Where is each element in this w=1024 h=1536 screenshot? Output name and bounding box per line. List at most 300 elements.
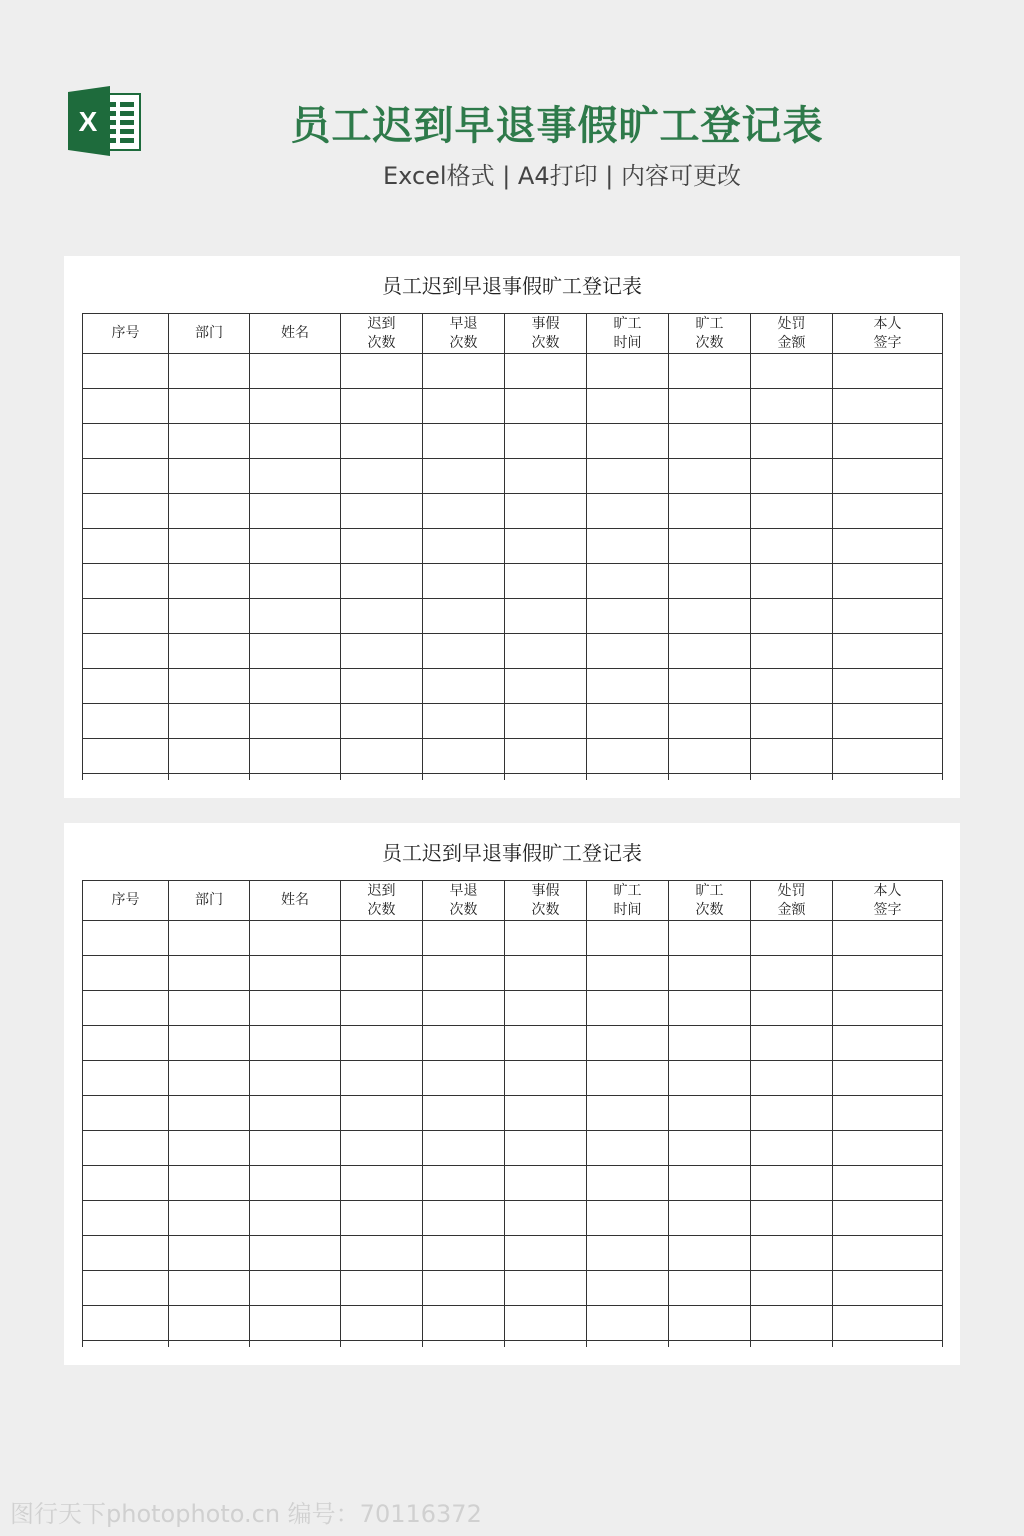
table-cell[interactable] bbox=[341, 991, 423, 1026]
table-cell[interactable] bbox=[423, 1306, 505, 1341]
table-cell[interactable] bbox=[341, 494, 423, 529]
table-cell[interactable] bbox=[751, 739, 833, 774]
table-cell[interactable] bbox=[751, 991, 833, 1026]
table-cell[interactable] bbox=[669, 389, 751, 424]
table-cell[interactable] bbox=[669, 529, 751, 564]
table-cell[interactable] bbox=[169, 669, 250, 704]
table-cell[interactable] bbox=[341, 599, 423, 634]
table-cell[interactable] bbox=[250, 389, 341, 424]
column-header: 序号 bbox=[83, 881, 169, 921]
table-cell[interactable] bbox=[341, 1096, 423, 1131]
table-cell[interactable] bbox=[505, 921, 587, 956]
table-cell[interactable] bbox=[83, 494, 169, 529]
table-cell[interactable] bbox=[505, 669, 587, 704]
table-cell[interactable] bbox=[250, 704, 341, 739]
table-cell bbox=[587, 1341, 669, 1348]
table-cell[interactable] bbox=[250, 529, 341, 564]
table-cell[interactable] bbox=[250, 634, 341, 669]
table-cell[interactable] bbox=[341, 921, 423, 956]
table-cell[interactable] bbox=[505, 739, 587, 774]
table-cell[interactable] bbox=[833, 921, 943, 956]
table-cell[interactable] bbox=[83, 1271, 169, 1306]
table-cell[interactable] bbox=[83, 354, 169, 389]
table-row bbox=[83, 1271, 943, 1306]
table-cell[interactable] bbox=[751, 1166, 833, 1201]
table-cell[interactable] bbox=[250, 564, 341, 599]
table-cell[interactable] bbox=[423, 921, 505, 956]
table-cell bbox=[83, 1341, 169, 1348]
table-cell bbox=[505, 1341, 587, 1348]
table-cell[interactable] bbox=[587, 739, 669, 774]
table-cell[interactable] bbox=[341, 529, 423, 564]
table-cell[interactable] bbox=[505, 991, 587, 1026]
table-cell[interactable] bbox=[169, 956, 250, 991]
table-cell[interactable] bbox=[669, 494, 751, 529]
table-cell[interactable] bbox=[423, 564, 505, 599]
table-cell[interactable] bbox=[751, 424, 833, 459]
column-header: 本人 签字 bbox=[833, 314, 943, 354]
table-cell[interactable] bbox=[423, 459, 505, 494]
table-cell[interactable] bbox=[587, 1236, 669, 1271]
table-cell[interactable] bbox=[669, 739, 751, 774]
table-cell[interactable] bbox=[341, 389, 423, 424]
table-cell[interactable] bbox=[751, 354, 833, 389]
table-body bbox=[83, 921, 943, 1348]
table-cell[interactable] bbox=[833, 1026, 943, 1061]
table-cell bbox=[751, 774, 833, 781]
table-row bbox=[83, 459, 943, 494]
table-cell[interactable] bbox=[751, 704, 833, 739]
column-header: 旷工 时间 bbox=[587, 314, 669, 354]
table-cell[interactable] bbox=[423, 1131, 505, 1166]
table-cell[interactable] bbox=[341, 1201, 423, 1236]
table-cell[interactable] bbox=[587, 921, 669, 956]
table-cell[interactable] bbox=[751, 389, 833, 424]
table-cell[interactable] bbox=[505, 1201, 587, 1236]
column-header: 姓名 bbox=[250, 881, 341, 921]
table-cell[interactable] bbox=[169, 1166, 250, 1201]
attendance-table bbox=[82, 880, 943, 1347]
table-cell[interactable] bbox=[505, 459, 587, 494]
table-row bbox=[83, 634, 943, 669]
table-cell[interactable] bbox=[83, 1026, 169, 1061]
table-cell[interactable] bbox=[250, 1271, 341, 1306]
table-cell[interactable] bbox=[83, 599, 169, 634]
table-cell[interactable] bbox=[751, 921, 833, 956]
table-cell[interactable] bbox=[83, 1236, 169, 1271]
table-cell[interactable] bbox=[169, 1271, 250, 1306]
table-cell[interactable] bbox=[169, 634, 250, 669]
column-header: 部门 bbox=[169, 881, 250, 921]
table-cell[interactable] bbox=[423, 354, 505, 389]
column-header: 姓名 bbox=[250, 314, 341, 354]
table-cell[interactable] bbox=[169, 921, 250, 956]
table-cell[interactable] bbox=[505, 354, 587, 389]
table-cell[interactable] bbox=[751, 1271, 833, 1306]
table-cell[interactable] bbox=[833, 1096, 943, 1131]
table-cell[interactable] bbox=[751, 564, 833, 599]
table-cell[interactable] bbox=[505, 599, 587, 634]
table-cell[interactable] bbox=[250, 354, 341, 389]
table-row bbox=[83, 1201, 943, 1236]
table-cell bbox=[833, 774, 943, 781]
table-cell[interactable] bbox=[250, 669, 341, 704]
table-cell[interactable] bbox=[833, 739, 943, 774]
table-cell[interactable] bbox=[833, 634, 943, 669]
table-row bbox=[83, 1236, 943, 1271]
table-cell[interactable] bbox=[423, 956, 505, 991]
table-row bbox=[83, 991, 943, 1026]
table-cell[interactable] bbox=[83, 459, 169, 494]
table-cell[interactable] bbox=[669, 956, 751, 991]
table-cell[interactable] bbox=[587, 1061, 669, 1096]
table-cell[interactable] bbox=[587, 991, 669, 1026]
table-cell[interactable] bbox=[169, 1236, 250, 1271]
table-cell[interactable] bbox=[669, 1201, 751, 1236]
table-cell[interactable] bbox=[169, 1306, 250, 1341]
table-cell[interactable] bbox=[341, 1166, 423, 1201]
page-header bbox=[0, 0, 1024, 220]
table-cell[interactable] bbox=[669, 1131, 751, 1166]
table-cell[interactable] bbox=[751, 529, 833, 564]
table-cell[interactable] bbox=[169, 1096, 250, 1131]
table-cell[interactable] bbox=[587, 459, 669, 494]
table-cell[interactable] bbox=[833, 956, 943, 991]
table-header-row bbox=[83, 314, 943, 354]
table-cell bbox=[341, 774, 423, 781]
table-cell[interactable] bbox=[669, 1096, 751, 1131]
table-cell[interactable] bbox=[751, 634, 833, 669]
table-cell[interactable] bbox=[423, 389, 505, 424]
column-header: 本人 签字 bbox=[833, 881, 943, 921]
table-cell[interactable] bbox=[341, 1061, 423, 1096]
table-cell[interactable] bbox=[169, 704, 250, 739]
table-cell[interactable] bbox=[341, 459, 423, 494]
table-cell[interactable] bbox=[423, 634, 505, 669]
table-cell[interactable] bbox=[505, 564, 587, 599]
table-cell[interactable] bbox=[505, 1271, 587, 1306]
table-cell[interactable] bbox=[83, 389, 169, 424]
table-cell[interactable] bbox=[169, 599, 250, 634]
sheet-title: 员工迟到早退事假旷工登记表 bbox=[382, 841, 642, 865]
table-cell[interactable] bbox=[833, 1061, 943, 1096]
table-cell[interactable] bbox=[341, 634, 423, 669]
table-cell[interactable] bbox=[169, 564, 250, 599]
table-cell[interactable] bbox=[169, 739, 250, 774]
table-cell[interactable] bbox=[423, 1096, 505, 1131]
table-row bbox=[83, 424, 943, 459]
table-cell[interactable] bbox=[587, 956, 669, 991]
table-row bbox=[83, 599, 943, 634]
table-cell[interactable] bbox=[423, 1236, 505, 1271]
table-row-cutoff bbox=[83, 774, 943, 781]
table-cell[interactable] bbox=[751, 1096, 833, 1131]
table-cell[interactable] bbox=[751, 459, 833, 494]
table-cell[interactable] bbox=[587, 599, 669, 634]
table-cell[interactable] bbox=[587, 634, 669, 669]
table-row bbox=[83, 389, 943, 424]
table-cell[interactable] bbox=[833, 669, 943, 704]
table-cell[interactable] bbox=[423, 1026, 505, 1061]
table-row bbox=[83, 669, 943, 704]
table-cell[interactable] bbox=[250, 991, 341, 1026]
table-row bbox=[83, 739, 943, 774]
table-cell[interactable] bbox=[423, 704, 505, 739]
table-cell[interactable] bbox=[751, 1131, 833, 1166]
table-cell bbox=[669, 1341, 751, 1348]
table-cell[interactable] bbox=[587, 1026, 669, 1061]
table-cell[interactable] bbox=[505, 424, 587, 459]
table-cell[interactable] bbox=[423, 529, 505, 564]
table-cell bbox=[505, 774, 587, 781]
table-cell[interactable] bbox=[250, 1236, 341, 1271]
table-cell[interactable] bbox=[341, 1236, 423, 1271]
table-cell[interactable] bbox=[505, 1306, 587, 1341]
table-cell[interactable] bbox=[423, 424, 505, 459]
table-cell[interactable] bbox=[169, 1201, 250, 1236]
table-cell[interactable] bbox=[587, 669, 669, 704]
table-cell[interactable] bbox=[505, 1026, 587, 1061]
table-cell[interactable] bbox=[423, 739, 505, 774]
table-cell[interactable] bbox=[250, 956, 341, 991]
table-cell[interactable] bbox=[587, 1166, 669, 1201]
table-cell[interactable] bbox=[169, 991, 250, 1026]
logo-letter: X bbox=[78, 106, 98, 137]
table-cell[interactable] bbox=[669, 704, 751, 739]
table-cell[interactable] bbox=[751, 1236, 833, 1271]
table-cell[interactable] bbox=[250, 599, 341, 634]
sheet-preview-1 bbox=[64, 256, 960, 798]
table-cell[interactable] bbox=[423, 991, 505, 1026]
table-cell[interactable] bbox=[169, 1026, 250, 1061]
table-header-row bbox=[83, 881, 943, 921]
table-cell[interactable] bbox=[833, 1131, 943, 1166]
table-cell[interactable] bbox=[83, 1096, 169, 1131]
table-cell[interactable] bbox=[669, 354, 751, 389]
table-cell[interactable] bbox=[83, 704, 169, 739]
table-cell[interactable] bbox=[587, 494, 669, 529]
table-cell[interactable] bbox=[83, 564, 169, 599]
table-cell[interactable] bbox=[169, 1061, 250, 1096]
table-row bbox=[83, 529, 943, 564]
table-cell[interactable] bbox=[669, 1026, 751, 1061]
table-cell[interactable] bbox=[751, 1026, 833, 1061]
table-cell[interactable] bbox=[169, 459, 250, 494]
table-cell[interactable] bbox=[833, 599, 943, 634]
column-header: 早退 次数 bbox=[423, 881, 505, 921]
table-row bbox=[83, 1096, 943, 1131]
table-cell[interactable] bbox=[423, 669, 505, 704]
table-cell[interactable] bbox=[587, 564, 669, 599]
attendance-table bbox=[82, 313, 943, 780]
column-header: 事假 次数 bbox=[505, 314, 587, 354]
table-cell[interactable] bbox=[669, 1166, 751, 1201]
table-cell[interactable] bbox=[833, 704, 943, 739]
table-cell[interactable] bbox=[833, 1306, 943, 1341]
table-cell[interactable] bbox=[83, 921, 169, 956]
table-body bbox=[83, 354, 943, 781]
table-cell[interactable] bbox=[833, 1201, 943, 1236]
table-cell[interactable] bbox=[751, 494, 833, 529]
table-cell[interactable] bbox=[669, 564, 751, 599]
table-cell[interactable] bbox=[669, 669, 751, 704]
table-cell[interactable] bbox=[341, 424, 423, 459]
table-cell[interactable] bbox=[250, 739, 341, 774]
table-cell[interactable] bbox=[505, 529, 587, 564]
table-cell[interactable] bbox=[833, 354, 943, 389]
table-cell[interactable] bbox=[669, 424, 751, 459]
table-cell[interactable] bbox=[341, 1131, 423, 1166]
table-cell[interactable] bbox=[833, 991, 943, 1026]
table-cell[interactable] bbox=[250, 921, 341, 956]
table-cell[interactable] bbox=[169, 424, 250, 459]
table-cell[interactable] bbox=[83, 739, 169, 774]
table-cell[interactable] bbox=[833, 424, 943, 459]
table-cell[interactable] bbox=[751, 1061, 833, 1096]
table-cell[interactable] bbox=[587, 529, 669, 564]
table-cell[interactable] bbox=[341, 1306, 423, 1341]
table-row bbox=[83, 494, 943, 529]
table-cell[interactable] bbox=[341, 739, 423, 774]
table-cell[interactable] bbox=[587, 389, 669, 424]
table-cell[interactable] bbox=[505, 956, 587, 991]
table-cell[interactable] bbox=[587, 354, 669, 389]
table-cell bbox=[423, 1341, 505, 1348]
table-cell[interactable] bbox=[505, 494, 587, 529]
table-cell[interactable] bbox=[83, 669, 169, 704]
table-cell[interactable] bbox=[833, 494, 943, 529]
table-row bbox=[83, 354, 943, 389]
table-cell[interactable] bbox=[83, 1306, 169, 1341]
table-cell[interactable] bbox=[250, 459, 341, 494]
table-cell[interactable] bbox=[751, 956, 833, 991]
table-row bbox=[83, 1166, 943, 1201]
table-cell[interactable] bbox=[669, 1061, 751, 1096]
table-cell bbox=[83, 774, 169, 781]
table-cell[interactable] bbox=[250, 1131, 341, 1166]
table-cell[interactable] bbox=[250, 1306, 341, 1341]
table-cell[interactable] bbox=[505, 634, 587, 669]
table-cell[interactable] bbox=[423, 1166, 505, 1201]
table-cell[interactable] bbox=[250, 1096, 341, 1131]
table-cell[interactable] bbox=[250, 494, 341, 529]
table-cell bbox=[587, 774, 669, 781]
table-cell[interactable] bbox=[833, 1166, 943, 1201]
table-cell[interactable] bbox=[669, 921, 751, 956]
table-cell[interactable] bbox=[83, 1201, 169, 1236]
table-cell[interactable] bbox=[250, 1166, 341, 1201]
table-cell[interactable] bbox=[505, 1166, 587, 1201]
table-cell[interactable] bbox=[587, 704, 669, 739]
table-cell[interactable] bbox=[669, 599, 751, 634]
table-cell[interactable] bbox=[669, 1271, 751, 1306]
table-cell[interactable] bbox=[341, 669, 423, 704]
table-cell[interactable] bbox=[341, 1026, 423, 1061]
table-cell bbox=[341, 1341, 423, 1348]
table-cell bbox=[250, 1341, 341, 1348]
table-cell[interactable] bbox=[587, 424, 669, 459]
table-cell[interactable] bbox=[83, 424, 169, 459]
table-cell[interactable] bbox=[169, 389, 250, 424]
table-cell[interactable] bbox=[505, 1131, 587, 1166]
table-cell[interactable] bbox=[341, 956, 423, 991]
table-cell[interactable] bbox=[250, 1026, 341, 1061]
column-header: 部门 bbox=[169, 314, 250, 354]
table-row bbox=[83, 704, 943, 739]
table-cell[interactable] bbox=[587, 1096, 669, 1131]
table-cell[interactable] bbox=[83, 1131, 169, 1166]
table-cell bbox=[833, 1341, 943, 1348]
table-cell[interactable] bbox=[751, 599, 833, 634]
table-cell[interactable] bbox=[833, 1271, 943, 1306]
table-cell[interactable] bbox=[505, 1096, 587, 1131]
table-cell bbox=[169, 1341, 250, 1348]
table-cell[interactable] bbox=[341, 704, 423, 739]
table-cell[interactable] bbox=[169, 494, 250, 529]
table-cell[interactable] bbox=[423, 1201, 505, 1236]
table-cell[interactable] bbox=[83, 634, 169, 669]
table-cell[interactable] bbox=[83, 956, 169, 991]
table-cell[interactable] bbox=[341, 564, 423, 599]
table-cell[interactable] bbox=[669, 459, 751, 494]
table-cell[interactable] bbox=[423, 599, 505, 634]
table-cell[interactable] bbox=[423, 494, 505, 529]
sheet-preview-2 bbox=[64, 823, 960, 1365]
table-cell[interactable] bbox=[833, 459, 943, 494]
table-cell[interactable] bbox=[250, 1201, 341, 1236]
table-cell[interactable] bbox=[505, 1236, 587, 1271]
table-cell[interactable] bbox=[169, 529, 250, 564]
table-cell[interactable] bbox=[341, 1271, 423, 1306]
table-cell[interactable] bbox=[751, 1306, 833, 1341]
table-cell[interactable] bbox=[669, 634, 751, 669]
table-cell[interactable] bbox=[169, 1131, 250, 1166]
table-cell[interactable] bbox=[250, 424, 341, 459]
table-cell bbox=[751, 1341, 833, 1348]
table-cell[interactable] bbox=[505, 389, 587, 424]
table-cell[interactable] bbox=[83, 1166, 169, 1201]
table-cell[interactable] bbox=[423, 1061, 505, 1096]
table-cell[interactable] bbox=[505, 1061, 587, 1096]
table-cell[interactable] bbox=[669, 1306, 751, 1341]
table-row bbox=[83, 1131, 943, 1166]
table-cell[interactable] bbox=[587, 1201, 669, 1236]
table-cell[interactable] bbox=[169, 354, 250, 389]
table-cell[interactable] bbox=[833, 389, 943, 424]
table-cell[interactable] bbox=[751, 669, 833, 704]
table-cell[interactable] bbox=[751, 1201, 833, 1236]
table-cell[interactable] bbox=[833, 529, 943, 564]
table-row-cutoff bbox=[83, 1341, 943, 1348]
table-cell[interactable] bbox=[423, 1271, 505, 1306]
table-cell[interactable] bbox=[587, 1306, 669, 1341]
table-cell[interactable] bbox=[587, 1131, 669, 1166]
table-cell[interactable] bbox=[250, 1061, 341, 1096]
table-row bbox=[83, 1026, 943, 1061]
table-cell[interactable] bbox=[833, 564, 943, 599]
table-cell[interactable] bbox=[833, 1236, 943, 1271]
table-row bbox=[83, 921, 943, 956]
table-cell[interactable] bbox=[83, 529, 169, 564]
table-cell[interactable] bbox=[341, 354, 423, 389]
table-cell[interactable] bbox=[505, 704, 587, 739]
table-cell[interactable] bbox=[669, 1236, 751, 1271]
table-cell[interactable] bbox=[83, 1061, 169, 1096]
column-header: 处罚 金额 bbox=[751, 881, 833, 921]
table-cell[interactable] bbox=[669, 991, 751, 1026]
table-cell[interactable] bbox=[587, 1271, 669, 1306]
table-cell[interactable] bbox=[83, 991, 169, 1026]
